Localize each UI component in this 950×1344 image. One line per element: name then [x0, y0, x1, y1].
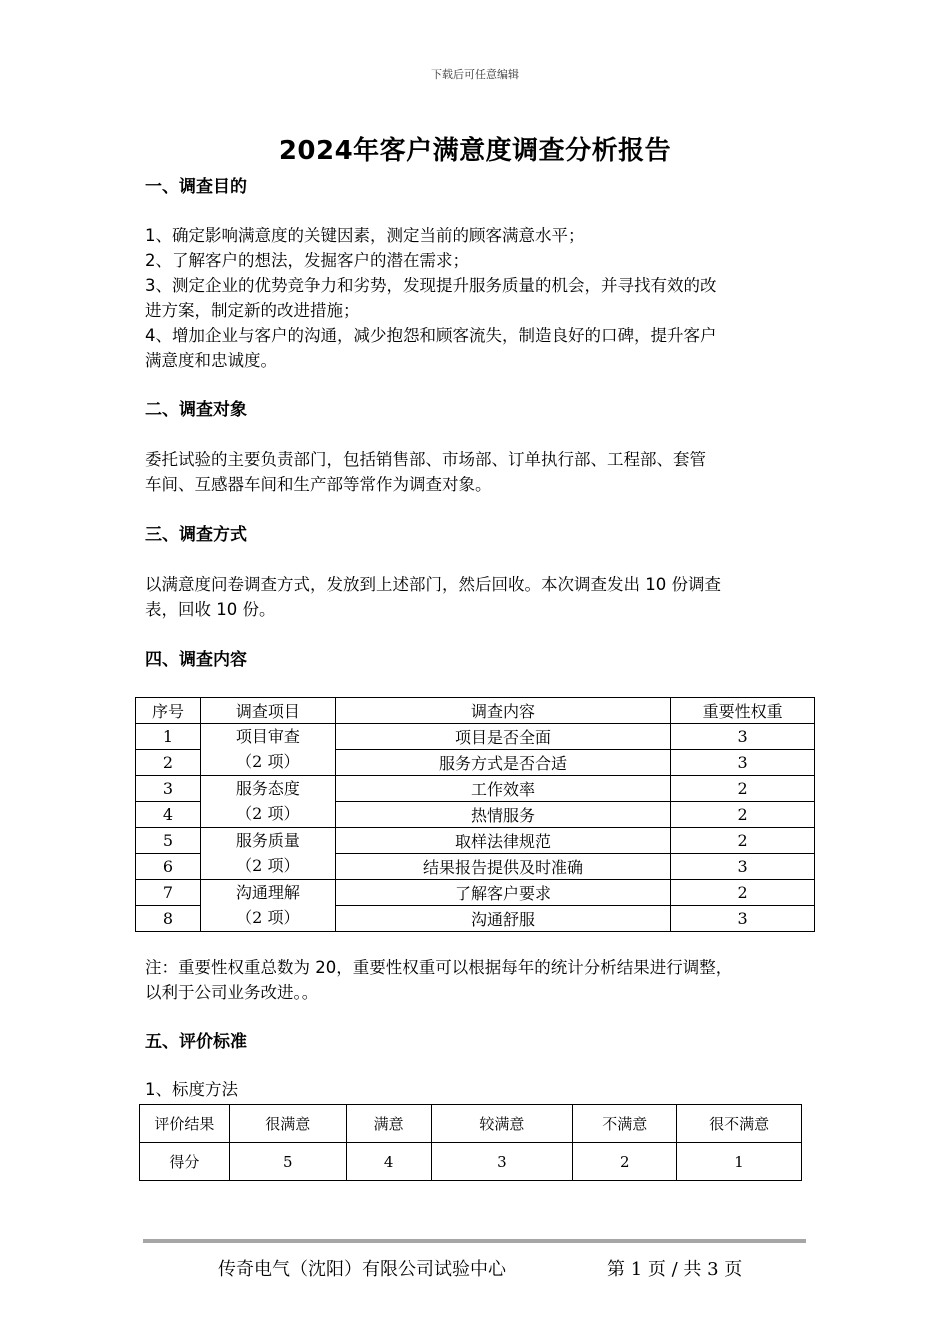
row-content: 工作效率 [335, 775, 670, 801]
table-row [136, 879, 815, 905]
table-row [140, 1143, 802, 1181]
header-cell-weight: 重要性权重 [671, 698, 815, 724]
group-count: （2 项） [236, 804, 300, 823]
paragraph-line: 进方案，制定新的改进措施； [145, 301, 360, 320]
paragraph-line: 委托试验的主要负责部门，包括销售部、市场部、订单执行部、工程部、套管 [145, 450, 706, 469]
score-cell: 5 [229, 1143, 346, 1181]
header-cell-item: 调查项目 [200, 698, 335, 724]
survey-content-table [135, 697, 815, 932]
table-row [140, 1105, 802, 1143]
rating-label-cell: 评价结果 [140, 1105, 230, 1143]
row-weight: 2 [671, 775, 815, 801]
score-cell: 2 [573, 1143, 677, 1181]
table-row [136, 775, 815, 801]
row-content: 服务方式是否合适 [335, 749, 670, 775]
row-no: 5 [136, 827, 201, 853]
section-body-subjects [145, 447, 810, 497]
paragraph-line: 3、测定企业的优势竞争力和劣势，发现提升服务质量的机会，并寻找有效的改 [145, 276, 717, 295]
report-title: 2024年客户满意度调查分析报告 [278, 136, 672, 166]
group-count: （2 项） [236, 752, 300, 771]
section-body-method [145, 572, 810, 622]
paragraph-line: 以利于公司业务改进。。 [145, 983, 319, 1002]
row-weight: 2 [671, 801, 815, 827]
rating-level-cell: 很满意 [229, 1105, 346, 1143]
group-name: 项目审查 [235, 726, 300, 746]
row-no: 7 [136, 879, 201, 905]
rating-level-cell: 满意 [346, 1105, 431, 1143]
group-name: 服务态度 [235, 778, 300, 798]
paragraph-line: 4、增加企业与客户的沟通，减少抱怨和顾客流失，制造良好的口碑，提升客户 [145, 326, 717, 345]
header-note: 下载后可任意编辑 [431, 68, 519, 81]
score-cell: 3 [431, 1143, 573, 1181]
footer-divider [143, 1239, 806, 1243]
row-no: 8 [136, 905, 201, 931]
section-heading-method: 三、调查方式 [145, 525, 247, 545]
group-name: 服务质量 [235, 830, 300, 850]
rating-level-cell: 很不满意 [677, 1105, 802, 1143]
row-no: 3 [136, 775, 201, 801]
table-row [136, 827, 815, 853]
rating-scale-table [139, 1104, 802, 1181]
header-cell-no: 序号 [136, 698, 201, 724]
group-count: （2 项） [236, 856, 300, 875]
row-content: 取样法律规范 [335, 827, 670, 853]
paragraph-line: 以满意度问卷调查方式，发放到上述部门，然后回收。本次调查发出 10 份调查 [145, 575, 721, 594]
table-row [136, 723, 815, 749]
footer-company: 传奇电气（沈阳）有限公司试验中心 [218, 1259, 506, 1280]
rating-level-cell: 较满意 [431, 1105, 573, 1143]
group-cell [200, 827, 335, 879]
row-weight: 2 [671, 879, 815, 905]
header-cell-content: 调查内容 [335, 698, 670, 724]
group-count: （2 项） [236, 908, 300, 927]
row-content: 热情服务 [335, 801, 670, 827]
criteria-subheading: 1、标度方法 [145, 1080, 238, 1099]
row-weight: 3 [671, 905, 815, 931]
group-cell [200, 879, 335, 931]
row-content: 沟通舒服 [335, 905, 670, 931]
row-weight: 3 [671, 723, 815, 749]
paragraph-line: 注：重要性权重总数为 20，重要性权重可以根据每年的统计分析结果进行调整， [145, 958, 733, 977]
row-weight: 3 [671, 749, 815, 775]
paragraph-line: 车间、互感器车间和生产部等常作为调查对象。 [145, 475, 492, 494]
paragraph-line: 满意度和忠诚度。 [145, 351, 277, 370]
section-heading-purpose: 一、调查目的 [145, 177, 247, 197]
row-weight: 2 [671, 827, 815, 853]
group-cell [200, 723, 335, 775]
row-no: 2 [136, 749, 201, 775]
row-no: 4 [136, 801, 201, 827]
section-heading-subjects: 二、调查对象 [145, 400, 247, 420]
row-content: 结果报告提供及时准确 [335, 853, 670, 879]
paragraph-line: 1、确定影响满意度的关键因素，测定当前的顾客满意水平； [145, 226, 585, 245]
section-heading-criteria: 五、评价标准 [145, 1032, 247, 1052]
section-heading-content: 四、调查内容 [145, 650, 247, 670]
section-body-purpose [145, 223, 810, 373]
paragraph-line: 表，回收 10 份。 [145, 600, 276, 619]
row-no: 1 [136, 723, 201, 749]
weight-note [145, 955, 825, 1005]
row-no: 6 [136, 853, 201, 879]
score-cell: 1 [677, 1143, 802, 1181]
group-name: 沟通理解 [235, 882, 300, 902]
score-cell: 4 [346, 1143, 431, 1181]
row-weight: 3 [671, 853, 815, 879]
group-cell [200, 775, 335, 827]
paragraph-line: 2、了解客户的想法，发掘客户的潜在需求； [145, 251, 469, 270]
rating-level-cell: 不满意 [573, 1105, 677, 1143]
row-content: 了解客户要求 [335, 879, 670, 905]
table-header-row [136, 698, 815, 724]
row-content: 项目是否全面 [335, 723, 670, 749]
footer-page-number: 第 1 页 / 共 3 页 [607, 1259, 743, 1280]
score-label-cell: 得分 [140, 1143, 230, 1181]
